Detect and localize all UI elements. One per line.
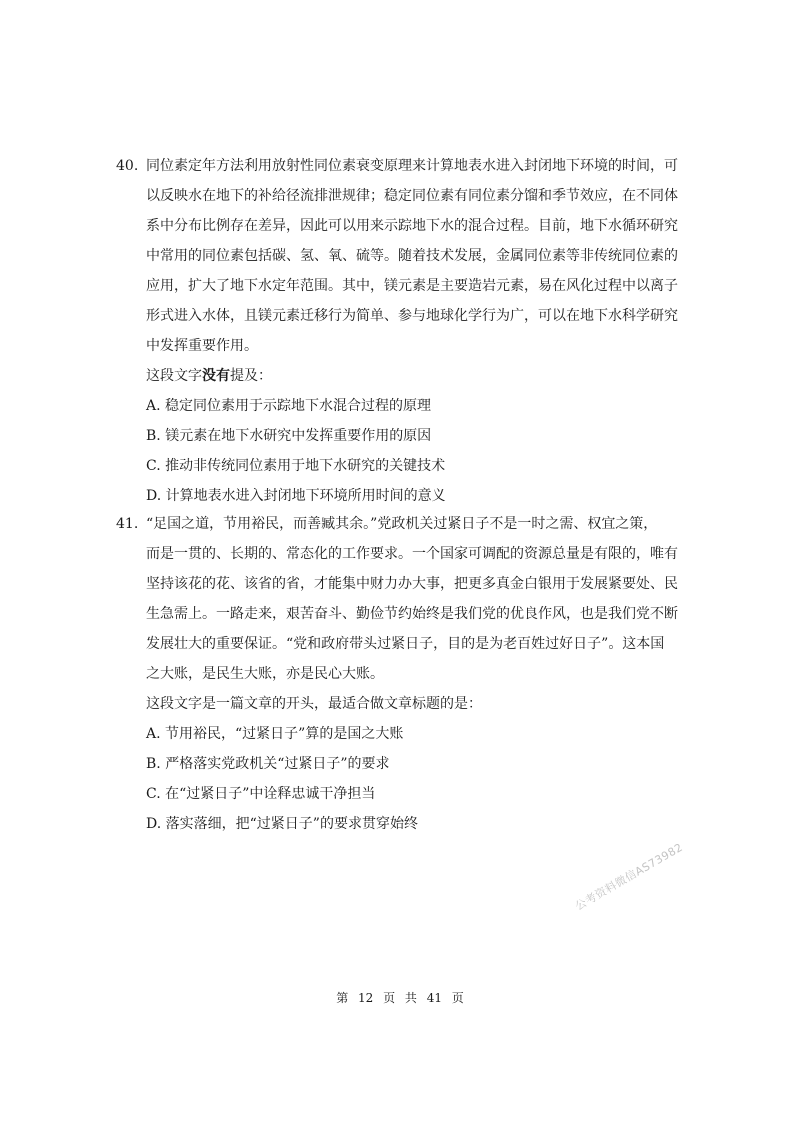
question-40-text-1: 同位素定年方法利用放射性同位素衰变原理来计算地表水进入封闭地下环境的时间，可	[146, 158, 678, 174]
question-41-line-6: 之大账，是民生大账，亦是民心大账。	[146, 666, 384, 682]
page-number-footer: 第 12 页 共 41 页	[336, 991, 464, 1005]
question-40-option-c[interactable]: C. 推动非传统同位素用于地下水研究的关键技术	[146, 458, 446, 474]
question-41-prompt: 这段文字是一篇文章的开头，最适合做文章标题的是：	[146, 696, 482, 712]
question-40-line-1	[116, 156, 678, 176]
question-40-option-d[interactable]: D. 计算地表水进入封闭地下环境所用时间的意义	[146, 488, 446, 504]
question-41-line-2: 而是一贯的、长期的、常态化的工作要求。一个国家可调配的资源总量是有限的，唯有	[146, 546, 678, 562]
question-41-line-1	[116, 514, 657, 534]
question-40-line-2: 以反映水在地下的补给径流排泄规律；稳定同位素有同位素分馏和季节效应，在不同体	[146, 188, 678, 204]
question-41-option-d[interactable]: D. 落实落细，把“过紧日子”的要求贯穿始终	[146, 816, 418, 832]
watermark: 公考资料微信AS73982	[573, 840, 686, 913]
question-41-line-5: 发展壮大的重要保证。“党和政府带头过紧日子，目的是为老百姓过好日子”。这本国	[146, 636, 665, 652]
question-40-line-5: 应用，扩大了地下水定年范围。其中，镁元素是主要造岩元素，易在风化过程中以离子	[146, 278, 678, 294]
question-41-number: 41.	[116, 516, 139, 532]
question-41-option-b[interactable]: B. 严格落实党政机关“过紧日子”的要求	[146, 756, 390, 772]
question-41-line-4: 生急需上。一路走来，艰苦奋斗、勤俭节约始终是我们党的优良作风，也是我们党不断	[146, 606, 678, 622]
question-40-line-3: 系中分布比例存在差异，因此可以用来示踪地下水的混合过程。目前，地下水循环研究	[146, 218, 678, 234]
question-40-prompt-before: 这段文字	[146, 368, 202, 384]
question-40-line-6: 形式进入水体，且镁元素迁移行为简单、参与地球化学行为广，可以在地下水科学研究	[146, 308, 678, 324]
question-40-prompt-emphasis: 没有	[202, 368, 230, 384]
question-40-line-4: 中常用的同位素包括碳、氢、氧、硫等。随着技术发展，金属同位素等非传统同位素的	[146, 248, 678, 264]
question-40-option-b[interactable]: B. 镁元素在地下水研究中发挥重要作用的原因	[146, 428, 432, 444]
question-40-option-a[interactable]: A. 稳定同位素用于示踪地下水混合过程的原理	[146, 398, 432, 414]
question-40-prompt	[146, 366, 272, 386]
question-41-line-3: 坚持该花的花、该省的省，才能集中财力办大事，把更多真金白银用于发展紧要处、民	[146, 576, 678, 592]
question-41-option-a[interactable]: A. 节用裕民，“过紧日子”算的是国之大账	[146, 726, 404, 742]
question-41-text-1: “足国之道，节用裕民，而善臧其余。”党政机关过紧日子不是一时之需、权宜之策，	[146, 516, 658, 532]
question-40-line-7: 中发挥重要作用。	[146, 338, 258, 354]
question-41-option-c[interactable]: C. 在“过紧日子”中诠释忠诚干净担当	[146, 786, 376, 802]
question-40-prompt-after: 提及：	[230, 368, 272, 384]
question-40-number: 40.	[116, 158, 139, 174]
